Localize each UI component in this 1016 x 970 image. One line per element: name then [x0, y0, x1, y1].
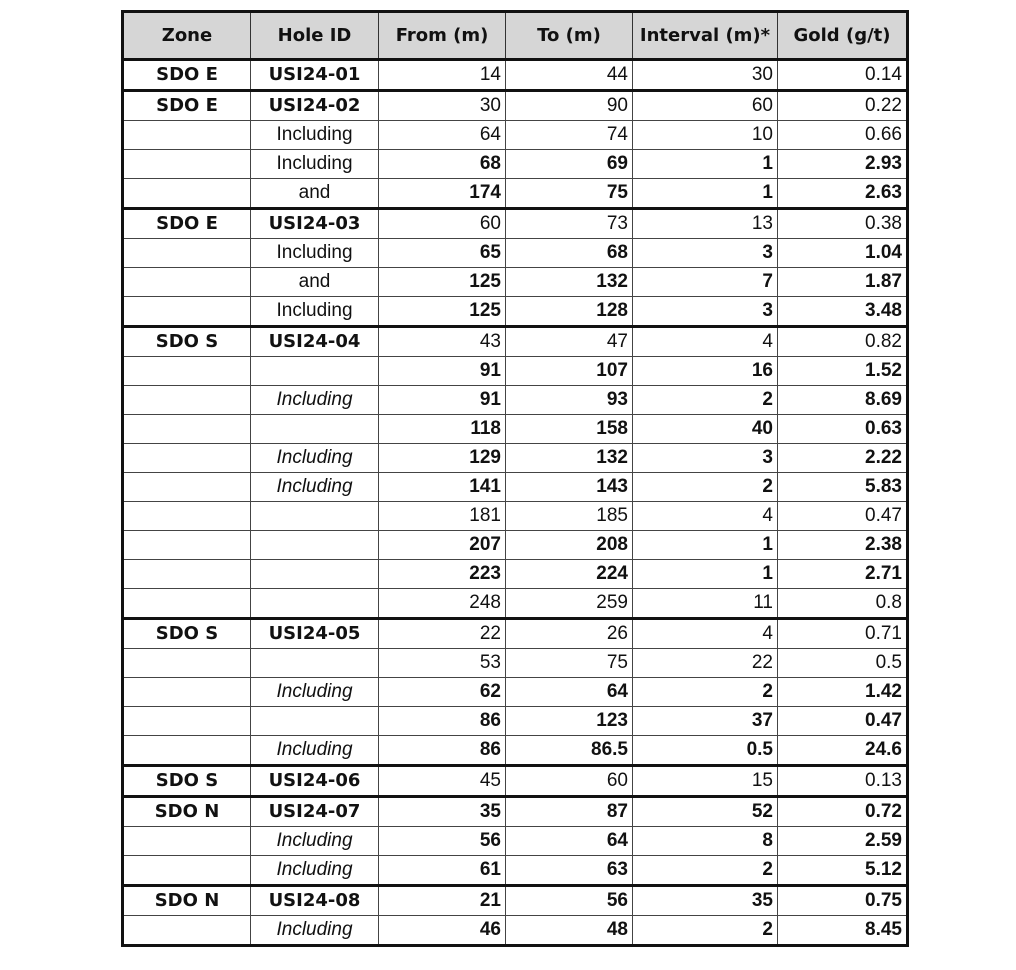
interval-cell: 2 — [633, 386, 778, 415]
zone-cell — [123, 357, 251, 386]
to-cell: 86.5 — [506, 736, 633, 766]
hole-id-cell — [251, 649, 379, 678]
zone-cell — [123, 531, 251, 560]
zone-cell: SDO S — [123, 619, 251, 649]
to-cell: 132 — [506, 268, 633, 297]
gold-cell: 2.22 — [778, 444, 908, 473]
gold-cell: 1.87 — [778, 268, 908, 297]
to-cell: 48 — [506, 916, 633, 946]
table-row — [123, 150, 908, 179]
header-row — [123, 12, 908, 60]
from-cell: 61 — [379, 856, 506, 886]
from-cell: 35 — [379, 797, 506, 827]
table-row — [123, 589, 908, 619]
gold-cell: 0.22 — [778, 91, 908, 121]
zone-cell — [123, 179, 251, 209]
hole-id-cell — [251, 707, 379, 736]
from-cell: 129 — [379, 444, 506, 473]
gold-cell: 5.12 — [778, 856, 908, 886]
table-row — [123, 886, 908, 916]
to-cell: 68 — [506, 239, 633, 268]
hole-id-cell: Including — [251, 150, 379, 179]
zone-cell — [123, 473, 251, 502]
from-cell: 64 — [379, 121, 506, 150]
to-cell: 87 — [506, 797, 633, 827]
to-cell: 75 — [506, 649, 633, 678]
interval-cell: 35 — [633, 886, 778, 916]
interval-cell: 4 — [633, 327, 778, 357]
interval-cell: 15 — [633, 766, 778, 797]
from-cell: 125 — [379, 297, 506, 327]
zone-cell: SDO S — [123, 327, 251, 357]
to-cell: 107 — [506, 357, 633, 386]
table-header — [123, 12, 908, 60]
gold-cell: 0.47 — [778, 707, 908, 736]
to-cell: 64 — [506, 827, 633, 856]
to-cell: 208 — [506, 531, 633, 560]
to-cell: 259 — [506, 589, 633, 619]
zone-cell — [123, 707, 251, 736]
to-cell: 93 — [506, 386, 633, 415]
zone-cell — [123, 827, 251, 856]
from-cell: 181 — [379, 502, 506, 531]
interval-cell: 40 — [633, 415, 778, 444]
zone-cell — [123, 502, 251, 531]
table-row — [123, 209, 908, 239]
hole-id-cell — [251, 589, 379, 619]
zone-cell — [123, 649, 251, 678]
interval-cell: 3 — [633, 444, 778, 473]
zone-cell — [123, 386, 251, 415]
hole-id-cell: Including — [251, 736, 379, 766]
to-cell: 123 — [506, 707, 633, 736]
interval-cell: 3 — [633, 297, 778, 327]
interval-cell: 4 — [633, 619, 778, 649]
interval-cell: 13 — [633, 209, 778, 239]
interval-cell: 0.5 — [633, 736, 778, 766]
to-cell: 60 — [506, 766, 633, 797]
zone-cell: SDO N — [123, 797, 251, 827]
interval-cell: 30 — [633, 60, 778, 91]
hole-id-cell: USI24-02 — [251, 91, 379, 121]
from-column-header: From (m) — [379, 12, 506, 60]
from-cell: 30 — [379, 91, 506, 121]
zone-cell: SDO N — [123, 886, 251, 916]
table-row — [123, 531, 908, 560]
to-cell: 158 — [506, 415, 633, 444]
table-body — [123, 60, 908, 946]
table-row — [123, 297, 908, 327]
to-cell: 185 — [506, 502, 633, 531]
gold-cell: 0.82 — [778, 327, 908, 357]
zone-cell — [123, 916, 251, 946]
gold-cell: 0.71 — [778, 619, 908, 649]
from-cell: 14 — [379, 60, 506, 91]
hole-id-cell: USI24-01 — [251, 60, 379, 91]
from-cell: 22 — [379, 619, 506, 649]
table-row — [123, 415, 908, 444]
gold-cell: 0.5 — [778, 649, 908, 678]
gold-cell: 8.69 — [778, 386, 908, 415]
zone-column-header: Zone — [123, 12, 251, 60]
table-row — [123, 707, 908, 736]
interval-cell: 2 — [633, 678, 778, 707]
from-cell: 60 — [379, 209, 506, 239]
table-row — [123, 327, 908, 357]
zone-cell — [123, 121, 251, 150]
table-row — [123, 386, 908, 415]
table-row — [123, 444, 908, 473]
zone-cell: SDO E — [123, 209, 251, 239]
to-cell: 128 — [506, 297, 633, 327]
table-row — [123, 121, 908, 150]
interval-cell: 7 — [633, 268, 778, 297]
table-row — [123, 678, 908, 707]
hole-id-cell: Including — [251, 444, 379, 473]
hole-id-cell: Including — [251, 856, 379, 886]
table-row — [123, 179, 908, 209]
zone-cell — [123, 444, 251, 473]
interval-cell: 2 — [633, 856, 778, 886]
zone-cell: SDO S — [123, 766, 251, 797]
hole-id-cell: USI24-07 — [251, 797, 379, 827]
interval-cell: 1 — [633, 179, 778, 209]
gold-cell: 0.63 — [778, 415, 908, 444]
gold-cell: 5.83 — [778, 473, 908, 502]
zone-cell — [123, 856, 251, 886]
from-cell: 86 — [379, 707, 506, 736]
table-row — [123, 91, 908, 121]
interval-cell: 1 — [633, 150, 778, 179]
to-cell: 224 — [506, 560, 633, 589]
from-cell: 53 — [379, 649, 506, 678]
to-cell: 73 — [506, 209, 633, 239]
hole-id-column-header: Hole ID — [251, 12, 379, 60]
interval-cell: 8 — [633, 827, 778, 856]
to-cell: 26 — [506, 619, 633, 649]
to-cell: 63 — [506, 856, 633, 886]
gold-column-header: Gold (g/t) — [778, 12, 908, 60]
to-cell: 132 — [506, 444, 633, 473]
gold-cell: 2.38 — [778, 531, 908, 560]
hole-id-cell — [251, 560, 379, 589]
hole-id-cell: Including — [251, 121, 379, 150]
to-cell: 75 — [506, 179, 633, 209]
interval-cell: 1 — [633, 531, 778, 560]
from-cell: 174 — [379, 179, 506, 209]
table-row — [123, 560, 908, 589]
from-cell: 45 — [379, 766, 506, 797]
hole-id-cell — [251, 415, 379, 444]
from-cell: 65 — [379, 239, 506, 268]
table-row — [123, 619, 908, 649]
interval-cell: 52 — [633, 797, 778, 827]
gold-cell: 0.38 — [778, 209, 908, 239]
to-cell: 90 — [506, 91, 633, 121]
table-row — [123, 357, 908, 386]
from-cell: 207 — [379, 531, 506, 560]
from-cell: 46 — [379, 916, 506, 946]
to-cell: 64 — [506, 678, 633, 707]
hole-id-cell — [251, 502, 379, 531]
table-row — [123, 766, 908, 797]
table-row — [123, 916, 908, 946]
interval-cell: 2 — [633, 916, 778, 946]
gold-cell: 0.14 — [778, 60, 908, 91]
gold-cell: 2.63 — [778, 179, 908, 209]
interval-cell: 1 — [633, 560, 778, 589]
zone-cell — [123, 415, 251, 444]
to-cell: 56 — [506, 886, 633, 916]
gold-cell: 2.71 — [778, 560, 908, 589]
to-cell: 69 — [506, 150, 633, 179]
gold-cell: 1.04 — [778, 239, 908, 268]
hole-id-cell: USI24-05 — [251, 619, 379, 649]
zone-cell — [123, 678, 251, 707]
interval-cell: 16 — [633, 357, 778, 386]
from-cell: 248 — [379, 589, 506, 619]
table-row — [123, 649, 908, 678]
zone-cell — [123, 239, 251, 268]
gold-cell: 1.42 — [778, 678, 908, 707]
from-cell: 118 — [379, 415, 506, 444]
to-cell: 47 — [506, 327, 633, 357]
hole-id-cell: Including — [251, 473, 379, 502]
from-cell: 56 — [379, 827, 506, 856]
zone-cell — [123, 268, 251, 297]
from-cell: 21 — [379, 886, 506, 916]
table-row — [123, 856, 908, 886]
gold-cell: 0.66 — [778, 121, 908, 150]
zone-cell — [123, 297, 251, 327]
to-column-header: To (m) — [506, 12, 633, 60]
zone-cell — [123, 560, 251, 589]
hole-id-cell: Including — [251, 239, 379, 268]
gold-cell: 3.48 — [778, 297, 908, 327]
from-cell: 68 — [379, 150, 506, 179]
table-row — [123, 736, 908, 766]
gold-cell: 2.93 — [778, 150, 908, 179]
hole-id-cell: Including — [251, 386, 379, 415]
zone-cell — [123, 736, 251, 766]
zone-cell: SDO E — [123, 91, 251, 121]
interval-cell: 37 — [633, 707, 778, 736]
hole-id-cell: Including — [251, 678, 379, 707]
hole-id-cell: USI24-06 — [251, 766, 379, 797]
drill-results-table — [121, 10, 909, 947]
zone-cell — [123, 589, 251, 619]
gold-cell: 2.59 — [778, 827, 908, 856]
gold-cell: 1.52 — [778, 357, 908, 386]
interval-cell: 11 — [633, 589, 778, 619]
from-cell: 223 — [379, 560, 506, 589]
hole-id-cell: USI24-04 — [251, 327, 379, 357]
interval-cell: 10 — [633, 121, 778, 150]
interval-cell: 60 — [633, 91, 778, 121]
hole-id-cell: USI24-08 — [251, 886, 379, 916]
table-row — [123, 239, 908, 268]
from-cell: 62 — [379, 678, 506, 707]
gold-cell: 24.6 — [778, 736, 908, 766]
table-row — [123, 473, 908, 502]
from-cell: 91 — [379, 357, 506, 386]
hole-id-cell: Including — [251, 297, 379, 327]
hole-id-cell: Including — [251, 827, 379, 856]
table-row — [123, 827, 908, 856]
from-cell: 125 — [379, 268, 506, 297]
hole-id-cell: and — [251, 268, 379, 297]
gold-cell: 0.72 — [778, 797, 908, 827]
interval-cell: 22 — [633, 649, 778, 678]
hole-id-cell: and — [251, 179, 379, 209]
gold-cell: 0.75 — [778, 886, 908, 916]
from-cell: 141 — [379, 473, 506, 502]
interval-cell: 3 — [633, 239, 778, 268]
table-row — [123, 797, 908, 827]
table-row — [123, 502, 908, 531]
gold-cell: 0.13 — [778, 766, 908, 797]
interval-cell: 4 — [633, 502, 778, 531]
hole-id-cell: USI24-03 — [251, 209, 379, 239]
table-row — [123, 60, 908, 91]
interval-column-header: Interval (m)* — [633, 12, 778, 60]
to-cell: 143 — [506, 473, 633, 502]
hole-id-cell — [251, 531, 379, 560]
gold-cell: 0.8 — [778, 589, 908, 619]
to-cell: 74 — [506, 121, 633, 150]
hole-id-cell — [251, 357, 379, 386]
from-cell: 91 — [379, 386, 506, 415]
hole-id-cell: Including — [251, 916, 379, 946]
zone-cell — [123, 150, 251, 179]
table-row — [123, 268, 908, 297]
from-cell: 86 — [379, 736, 506, 766]
gold-cell: 0.47 — [778, 502, 908, 531]
zone-cell: SDO E — [123, 60, 251, 91]
gold-cell: 8.45 — [778, 916, 908, 946]
interval-cell: 2 — [633, 473, 778, 502]
to-cell: 44 — [506, 60, 633, 91]
from-cell: 43 — [379, 327, 506, 357]
